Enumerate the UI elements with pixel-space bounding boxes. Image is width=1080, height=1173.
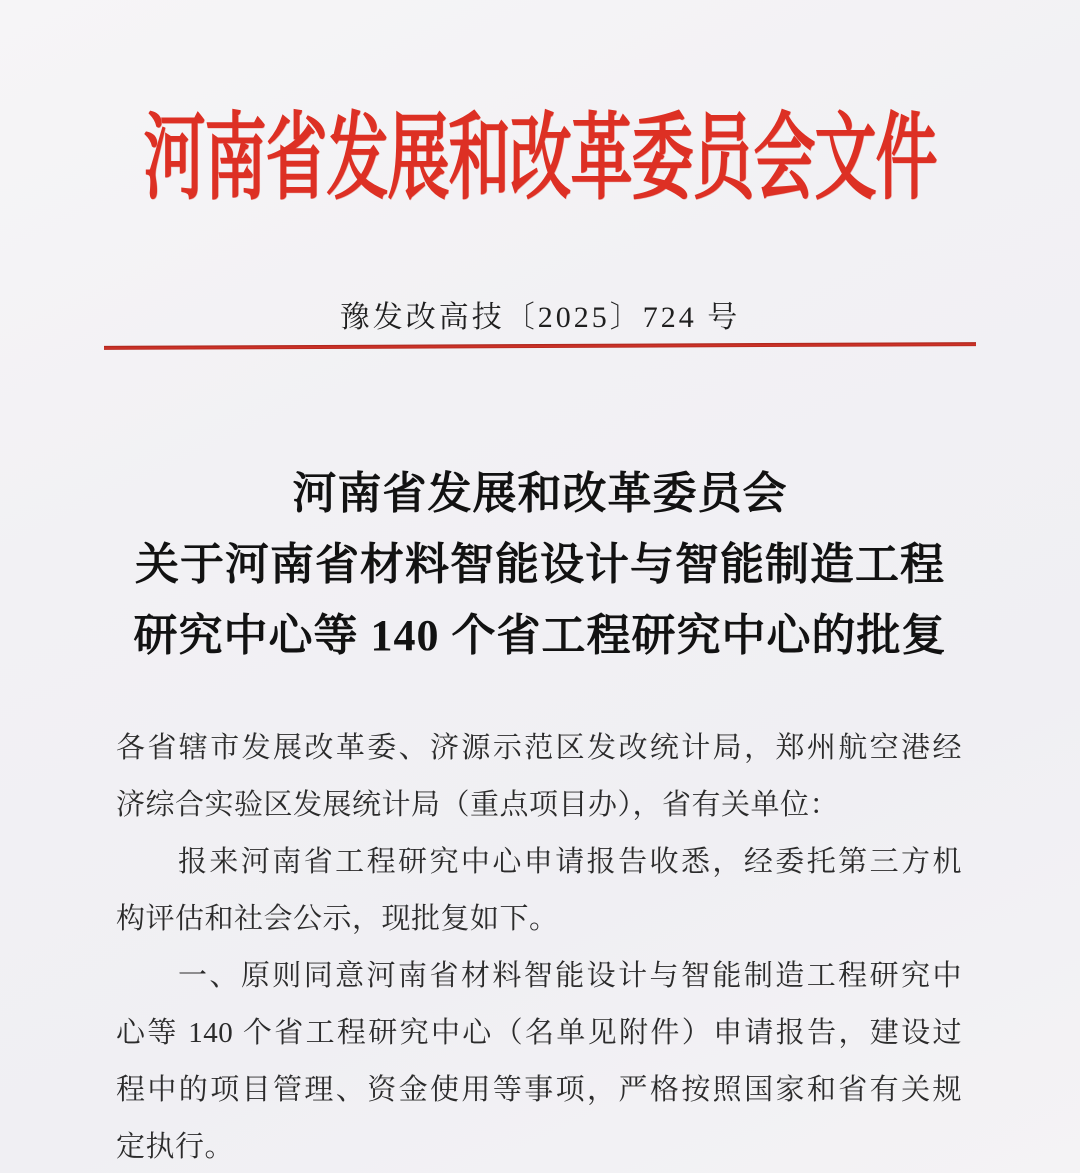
document-title-line: 关于河南省材料智能设计与智能制造工程 [135,540,945,589]
red-divider-rule [104,342,976,350]
doc-reference-number: 豫发改高技〔2025〕724 号 [339,301,741,334]
document-title [0,458,1080,671]
document-body [116,720,962,1173]
body-line-paragraph: 程中的项目管理、资金使用等事项，严格按照国家和省有关规 [116,1074,962,1106]
body-line-recipients: 济综合实验区发展统计局（重点项目办），省有关单位： [116,789,840,821]
document-title-line: 研究中心等 140 个省工程研究中心的批复 [133,611,947,660]
document-title-line: 河南省发展和改革委员会 [292,469,788,518]
body-line-paragraph: 构评估和社会公示，现批复如下。 [116,903,559,935]
body-line-paragraph: 一、原则同意河南省材料智能设计与智能制造工程研究中 [178,960,962,992]
body-line-recipients: 各省辖市发展改革委、济源示范区发改统计局，郑州航空港经 [116,732,962,764]
body-line-paragraph: 定执行。 [116,1131,235,1163]
body-line-paragraph: 报来河南省工程研究中心申请报告收悉，经委托第三方机 [178,846,962,878]
body-line-paragraph: 心等 140 个省工程研究中心（名单见附件）申请报告，建设过 [116,1017,962,1049]
masthead-title: 河南省发展和改革委员会文件 [143,107,937,212]
